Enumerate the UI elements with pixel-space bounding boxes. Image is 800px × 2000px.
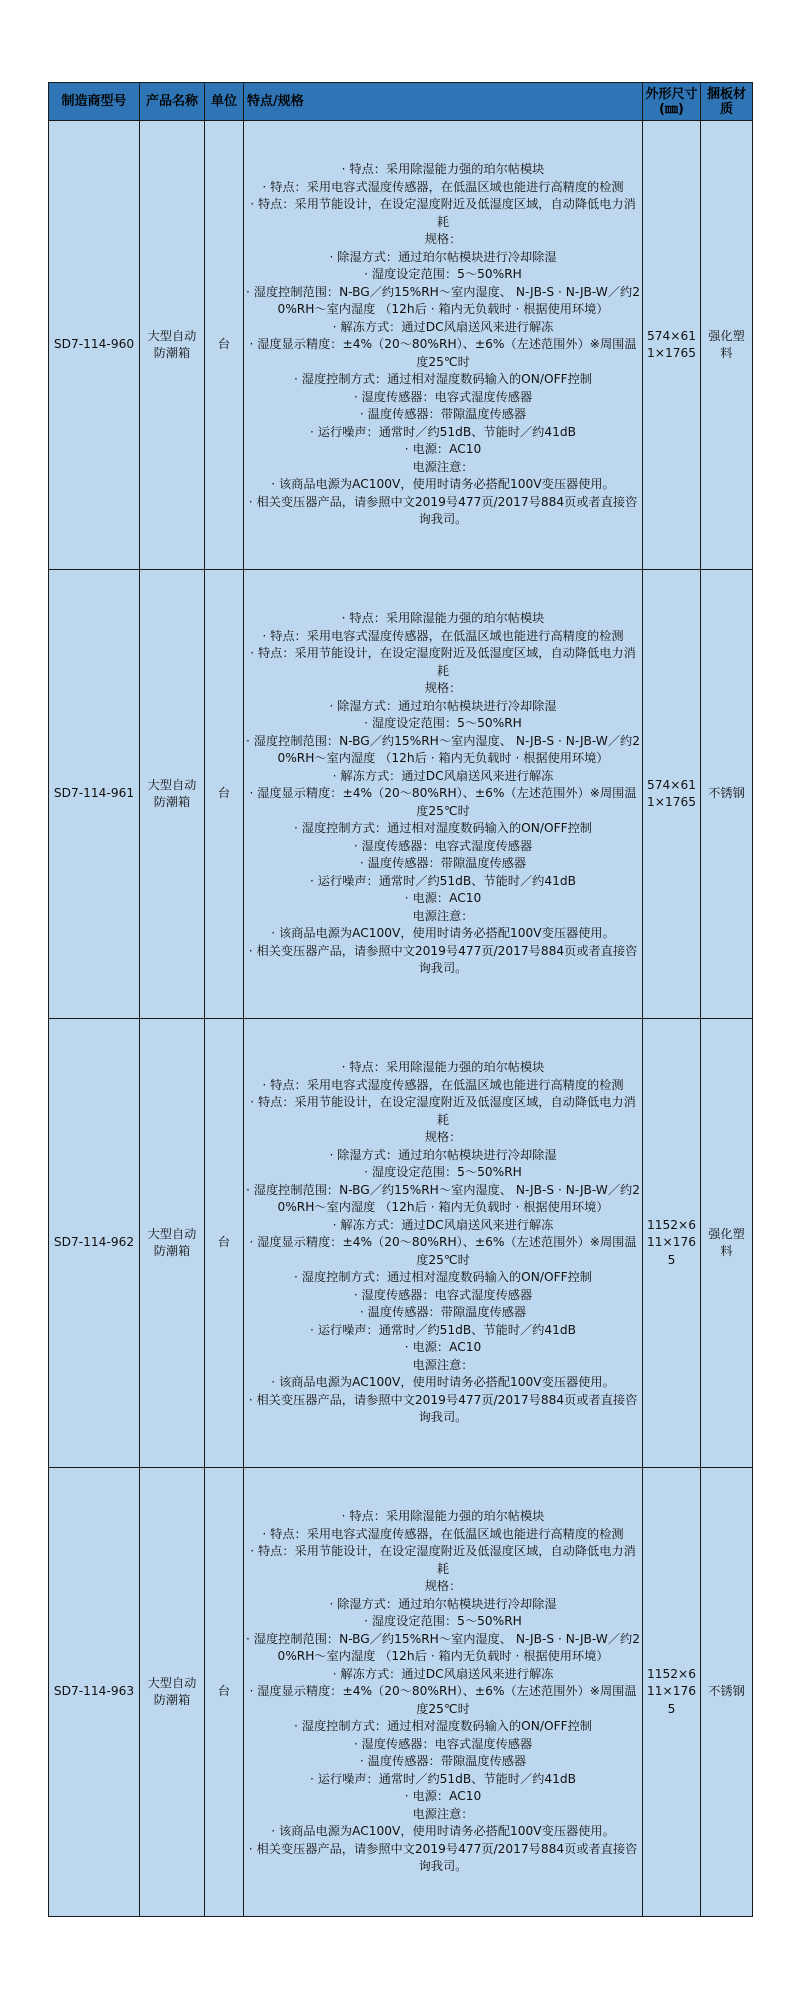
feature-line: · 湿度传感器：电容式湿度传感器 xyxy=(353,1287,533,1302)
feature-line: · 湿度传感器：电容式湿度传感器 xyxy=(353,838,533,853)
feature-line: · 运行噪声：通常时／约51dB、节能时／约41dB xyxy=(310,1322,576,1337)
material-cell: 强化塑料 xyxy=(701,121,753,570)
dimensions-cell: 574×611×1765 xyxy=(643,121,701,570)
feature-line: 电源注意： xyxy=(412,1806,474,1821)
feature-line: · 解冻方式：通过DC风扇送风来进行解冻 xyxy=(332,319,554,334)
feature-line: · 运行噪声：通常时／约51dB、节能时／约41dB xyxy=(310,1771,576,1786)
feature-line: · 除湿方式：通过珀尔帖模块进行冷却除湿 xyxy=(329,249,557,264)
feature-line: · 湿度控制方式：通过相对湿度数码输入的ON/OFF控制 xyxy=(294,372,592,387)
feature-line: · 电源：AC10 xyxy=(404,1789,482,1804)
dimensions-cell: 1152×611×1765 xyxy=(643,1468,701,1917)
feature-line: 规格： xyxy=(424,681,462,696)
feature-line: · 特点：采用电容式湿度传感器，在低温区域也能进行高精度的检测 xyxy=(262,1077,624,1092)
feature-line: · 湿度传感器：电容式湿度传感器 xyxy=(353,389,533,404)
table-row xyxy=(49,1019,753,1468)
material-cell: 不锈钢 xyxy=(701,570,753,1019)
feature-line: · 特点：采用除湿能力强的珀尔帖模块 xyxy=(341,611,545,626)
feature-line: · 湿度设定范围：5～50%RH xyxy=(364,1614,522,1629)
feature-line: · 湿度控制方式：通过相对湿度数码输入的ON/OFF控制 xyxy=(294,1719,592,1734)
feature-line: · 特点：采用节能设计，在设定湿度附近及低湿度区域，自动降低电力消耗 xyxy=(250,1095,636,1127)
feature-line: · 除湿方式：通过珀尔帖模块进行冷却除湿 xyxy=(329,1596,557,1611)
feature-line: · 温度传感器：带隙温度传感器 xyxy=(359,407,527,422)
feature-line: 电源注意： xyxy=(412,908,474,923)
table-row xyxy=(49,570,753,1019)
feature-line: · 运行噪声：通常时／约51dB、节能时／约41dB xyxy=(310,873,576,888)
features-cell xyxy=(244,1019,643,1468)
feature-line: · 解冻方式：通过DC风扇送风来进行解冻 xyxy=(332,1666,554,1681)
feature-line: · 解冻方式：通过DC风扇送风来进行解冻 xyxy=(332,1217,554,1232)
feature-line: 电源注意： xyxy=(412,459,474,474)
feature-line: · 相关变压器产品，请参照中文2019号477页/2017号884页或者直接咨询我司。 xyxy=(248,1392,638,1425)
feature-line: · 湿度控制方式：通过相对湿度数码输入的ON/OFF控制 xyxy=(294,1270,592,1285)
product-name-cell: 大型自动防潮箱 xyxy=(140,1468,205,1917)
product-name-cell: 大型自动防潮箱 xyxy=(140,121,205,570)
feature-line: · 湿度控制范围：N-BG／约15%RH～室内湿度、 N-JB-S · N-JB-W／约20%RH～室内湿度 （12h后 · 箱内无负载时 · 根据使用环境） xyxy=(246,733,640,766)
feature-line: · 特点：采用除湿能力强的珀尔帖模块 xyxy=(341,1509,545,1524)
feature-line: · 特点：采用电容式湿度传感器，在低温区域也能进行高精度的检测 xyxy=(262,1526,624,1541)
feature-line: · 湿度传感器：电容式湿度传感器 xyxy=(353,1736,533,1751)
feature-line: · 相关变压器产品，请参照中文2019号477页/2017号884页或者直接咨询我司。 xyxy=(248,1841,638,1874)
feature-line: · 湿度设定范围：5～50%RH xyxy=(364,267,522,282)
unit-cell: 台 xyxy=(205,121,244,570)
feature-line: · 电源：AC10 xyxy=(404,891,482,906)
feature-line: · 湿度显示精度：±4%（20～80%RH）、±6%（左述范围外）※周围温度25℃时 xyxy=(249,1684,637,1716)
dimensions-cell: 1152×611×1765 xyxy=(643,1019,701,1468)
feature-line: 电源注意： xyxy=(412,1357,474,1372)
header-features-specs: 特点/规格 xyxy=(244,83,643,121)
feature-line: 规格： xyxy=(424,1579,462,1594)
model-cell: SD7-114-962 xyxy=(49,1019,140,1468)
feature-line: · 除湿方式：通过珀尔帖模块进行冷却除湿 xyxy=(329,1147,557,1162)
feature-line: · 温度传感器：带隙温度传感器 xyxy=(359,1754,527,1769)
feature-line: · 特点：采用节能设计，在设定湿度附近及低湿度区域，自动降低电力消耗 xyxy=(250,197,636,229)
feature-line: · 湿度控制范围：N-BG／约15%RH～室内湿度、 N-JB-S · N-JB-W／约20%RH～室内湿度 （12h后 · 箱内无负载时 · 根据使用环境） xyxy=(246,284,640,317)
header-dimensions: 外形尺寸(㎜) xyxy=(643,83,701,121)
feature-line: · 特点：采用节能设计，在设定湿度附近及低湿度区域，自动降低电力消耗 xyxy=(250,1544,636,1576)
feature-line: · 湿度显示精度：±4%（20～80%RH）、±6%（左述范围外）※周围温度25℃时 xyxy=(249,786,637,818)
feature-line: · 湿度显示精度：±4%（20～80%RH）、±6%（左述范围外）※周围温度25℃时 xyxy=(249,337,637,369)
feature-line: · 除湿方式：通过珀尔帖模块进行冷却除湿 xyxy=(329,698,557,713)
feature-line: 规格： xyxy=(424,1130,462,1145)
material-cell: 不锈钢 xyxy=(701,1468,753,1917)
feature-line: · 该商品电源为AC100V，使用时请务必搭配100V变压器使用。 xyxy=(271,926,615,941)
header-product-name: 产品名称 xyxy=(140,83,205,121)
feature-line: · 运行噪声：通常时／约51dB、节能时／约41dB xyxy=(310,424,576,439)
feature-line: · 特点：采用电容式湿度传感器，在低温区域也能进行高精度的检测 xyxy=(262,628,624,643)
unit-cell: 台 xyxy=(205,1019,244,1468)
feature-line: · 湿度控制方式：通过相对湿度数码输入的ON/OFF控制 xyxy=(294,821,592,836)
feature-line: · 温度传感器：带隙温度传感器 xyxy=(359,856,527,871)
product-name-cell: 大型自动防潮箱 xyxy=(140,570,205,1019)
feature-line: · 湿度设定范围：5～50%RH xyxy=(364,716,522,731)
feature-line: · 特点：采用电容式湿度传感器，在低温区域也能进行高精度的检测 xyxy=(262,179,624,194)
table-row xyxy=(49,121,753,570)
feature-line: · 特点：采用除湿能力强的珀尔帖模块 xyxy=(341,1060,545,1075)
feature-line: · 湿度显示精度：±4%（20～80%RH）、±6%（左述范围外）※周围温度25℃时 xyxy=(249,1235,637,1267)
unit-cell: 台 xyxy=(205,570,244,1019)
unit-cell: 台 xyxy=(205,1468,244,1917)
feature-line: · 温度传感器：带隙温度传感器 xyxy=(359,1305,527,1320)
model-cell: SD7-114-960 xyxy=(49,121,140,570)
features-cell xyxy=(244,570,643,1019)
features-cell xyxy=(244,121,643,570)
feature-line: · 该商品电源为AC100V，使用时请务必搭配100V变压器使用。 xyxy=(271,1824,615,1839)
feature-line: 规格： xyxy=(424,232,462,247)
feature-line: · 相关变压器产品，请参照中文2019号477页/2017号884页或者直接咨询我司。 xyxy=(248,943,638,976)
feature-line: · 特点：采用节能设计，在设定湿度附近及低湿度区域，自动降低电力消耗 xyxy=(250,646,636,678)
feature-line: · 解冻方式：通过DC风扇送风来进行解冻 xyxy=(332,768,554,783)
model-cell: SD7-114-963 xyxy=(49,1468,140,1917)
header-model: 制造商型号 xyxy=(49,83,140,121)
product-name-cell: 大型自动防潮箱 xyxy=(140,1019,205,1468)
feature-line: · 相关变压器产品，请参照中文2019号477页/2017号884页或者直接咨询我司。 xyxy=(248,494,638,527)
dimensions-cell: 574×611×1765 xyxy=(643,570,701,1019)
header-material: 捆板材质 xyxy=(701,83,753,121)
table-header-row xyxy=(49,83,753,121)
feature-line: · 湿度控制范围：N-BG／约15%RH～室内湿度、 N-JB-S · N-JB-W／约20%RH～室内湿度 （12h后 · 箱内无负载时 · 根据使用环境） xyxy=(246,1182,640,1215)
feature-line: · 电源：AC10 xyxy=(404,1340,482,1355)
model-cell: SD7-114-961 xyxy=(49,570,140,1019)
feature-line: · 湿度控制范围：N-BG／约15%RH～室内湿度、 N-JB-S · N-JB-W／约20%RH～室内湿度 （12h后 · 箱内无负载时 · 根据使用环境） xyxy=(246,1631,640,1664)
feature-line: · 该商品电源为AC100V，使用时请务必搭配100V变压器使用。 xyxy=(271,1375,615,1390)
features-cell xyxy=(244,1468,643,1917)
material-cell: 强化塑料 xyxy=(701,1019,753,1468)
feature-line: · 湿度设定范围：5～50%RH xyxy=(364,1165,522,1180)
header-unit: 单位 xyxy=(205,83,244,121)
feature-line: · 该商品电源为AC100V，使用时请务必搭配100V变压器使用。 xyxy=(271,477,615,492)
product-spec-table xyxy=(48,82,753,1917)
feature-line: · 特点：采用除湿能力强的珀尔帖模块 xyxy=(341,162,545,177)
feature-line: · 电源：AC10 xyxy=(404,442,482,457)
table-row xyxy=(49,1468,753,1917)
